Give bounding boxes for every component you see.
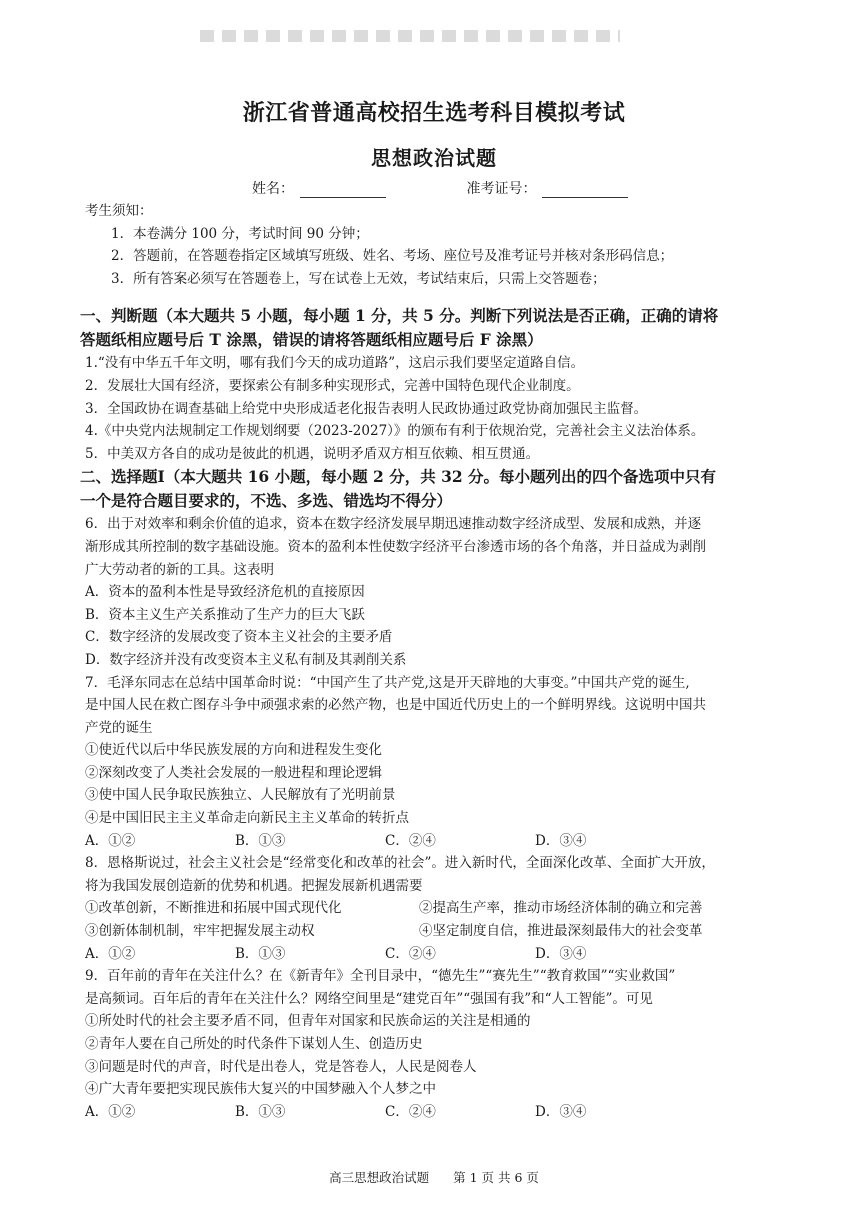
- exam-no-blank: [542, 183, 628, 198]
- exam-subtitle: 思想政治试题: [371, 146, 497, 170]
- notice-heading: 考生须知：: [85, 203, 153, 219]
- name-label: 姓名：: [252, 181, 294, 197]
- exam-content: [80, 200, 795, 1123]
- q8-statements-row: [85, 920, 795, 943]
- footer-title: 高三思想政治试题: [329, 1170, 430, 1185]
- q7-statement: ③使中国人民争取民族独立、人民解放有了光明前景: [85, 787, 396, 804]
- q6-option: D．数字经济并没有改变资本主义私有制及其剥削关系: [85, 651, 407, 668]
- choice-b: B．①③: [235, 945, 286, 962]
- page-footer: [0, 1168, 868, 1186]
- choice-c: C．②④: [385, 945, 436, 962]
- choice-d: D．③④: [535, 945, 587, 962]
- judge-item: 1.“没有中华五千年文明，哪有我们今天的成功道路”，这启示我们要坚定道路自信。: [85, 355, 585, 372]
- part1-heading: 一、判断题（本大题共 5 小题，每小题 1 分，共 5 分。判断下列说法是否正确，正确的请将: [80, 306, 719, 326]
- part2-heading-cont: 一个是符合题目要求的，不选、多选、错选均不得分）: [80, 491, 453, 511]
- q7-statement: ②深刻改变了人类社会发展的一般进程和理论逻辑: [85, 764, 382, 781]
- notice-item: 2．答题前，在答题卷指定区域填写班级、姓名、考场、座位号及准考证号并核对条形码信息；: [111, 248, 674, 265]
- scan-artifact: [200, 30, 620, 42]
- q6-option: A．资本的盈利本性是导致经济危机的直接原因: [85, 584, 365, 601]
- judge-item: 3．全国政协在调查基础上给党中央形成适老化报告表明人民政协通过政党协商加强民主监督。: [85, 400, 648, 417]
- notice-item: 3．所有答案必须写在答题卷上，写在试卷上无效，考试结束后，只需上交答题卷；: [111, 270, 606, 287]
- q7-stem: 产党的诞生: [85, 719, 153, 736]
- q7-stem: 是中国人民在救亡图存斗争中顽强求索的必然产物，也是中国近代历史上的一个鲜明界线。这说明中国共: [85, 697, 706, 714]
- candidate-info-row: [252, 178, 634, 198]
- choice-a: A．①②: [85, 832, 136, 849]
- q8-stem: 8．恩格斯说过，社会主义社会是“经常变化和改革的社会”。进入新时代，全面深化改革、全面扩大开放，: [85, 855, 715, 872]
- judge-item: 4.《中央党内法规制定工作规划纲要（2023-2027）》的颁布有利于依规治党，完善社会主义法治体系。: [85, 423, 705, 440]
- q6-option: C．数字经济的发展改变了资本主义社会的主要矛盾: [85, 629, 393, 646]
- judge-item: 5．中美双方各自的成功是彼此的机遇，说明矛盾双方相互依赖、相互贯通。: [85, 445, 540, 462]
- choice-a: A．①②: [85, 945, 136, 962]
- q8-stem: 将为我国发展创造新的优势和机遇。把握发展新机遇需要: [85, 877, 423, 894]
- q6-option: B．资本主义生产关系推动了生产力的巨大飞跃: [85, 606, 365, 623]
- q8-statements-row: [85, 897, 795, 920]
- part2-heading: 二、选择题Ⅰ（本大题共 16 小题，每小题 2 分，共 32 分。每小题列出的四个备选项中只有: [80, 467, 717, 487]
- choice-b: B．①③: [235, 1103, 286, 1120]
- q7-stem: 7．毛泽东同志在总结中国革命时说：“中国产生了共产党,这是开天辟地的大事变。”中国共产党的诞生,: [85, 674, 690, 691]
- q9-statement: ①所处时代的社会主要矛盾不同，但青年对国家和民族命运的关注是相通的: [85, 1013, 531, 1030]
- q7-statement: ④是中国旧民主主义革命走向新民主主义革命的转折点: [85, 810, 409, 827]
- choice-b: B．①③: [235, 832, 286, 849]
- q7-statement: ①使近代以后中华民族发展的方向和进程发生变化: [85, 742, 382, 759]
- choice-d: D．③④: [535, 1103, 587, 1120]
- choice-c: C．②④: [385, 832, 436, 849]
- q6-stem: 6．出于对效率和剩余价值的追求，资本在数字经济发展早期迅速推动数字经济成型、发展和成熟，并逐: [85, 516, 702, 533]
- q9-stem: 9．百年前的青年在关注什么？在《新青年》全刊目录中，“德先生”“赛先生”“教育救国”“实业救国”: [85, 968, 676, 985]
- q9-statement: ③问题是时代的声音，时代是出卷人，党是答卷人，人民是阅卷人: [85, 1058, 477, 1075]
- name-blank: [300, 183, 386, 198]
- judge-item: 2．发展壮大国有经济，要探索公有制多种实现形式，完善中国特色现代企业制度。: [85, 377, 580, 394]
- exam-no-label: 准考证号：: [466, 181, 537, 197]
- part1-heading-cont: 答题纸相应题号后 T 涂黑，错误的请将答题纸相应题号后 F 涂黑）: [80, 330, 543, 350]
- choice-c: C．②④: [385, 1103, 436, 1120]
- q6-stem: 渐形成其所控制的数字基础设施。资本的盈利本性使数字经济平台渗透市场的各个角落，并日益成为剥削: [85, 538, 706, 555]
- q8-statement: ④坚定制度自信，推进最深刻最伟大的社会变革: [419, 923, 703, 940]
- exam-title: 浙江省普通高校招生选考科目模拟考试: [242, 100, 626, 126]
- q9-stem: 是高频词。百年后的青年在关注什么？网络空间里是“建党百年”“强国有我”和“人工智能”。可见: [85, 990, 653, 1007]
- q9-statement: ②青年人要在自己所处的时代条件下谋划人生、创造历史: [85, 1036, 423, 1052]
- choice-d: D．③④: [535, 832, 587, 849]
- q8-choices: [85, 943, 795, 966]
- page-number: 第 1 页 共 6 页: [453, 1170, 539, 1185]
- q8-statement: ①改革创新，不断推进和拓展中国式现代化: [85, 900, 342, 917]
- q8-statement: ③创新体制机制，牢牢把握发展主动权: [85, 923, 315, 940]
- q9-statement: ④广大青年要把实现民族伟大复兴的中国梦融入个人梦之中: [85, 1081, 436, 1098]
- choice-a: A．①②: [85, 1103, 136, 1120]
- q6-stem: 广大劳动者的新的工具。这表明: [85, 561, 274, 578]
- notice-item: 1．本卷满分 100 分，考试时间 90 分钟；: [111, 225, 369, 242]
- q9-choices: [85, 1101, 795, 1124]
- q7-choices: [85, 830, 795, 853]
- q8-statement: ②提高生产率，推动市场经济体制的确立和完善: [419, 900, 703, 917]
